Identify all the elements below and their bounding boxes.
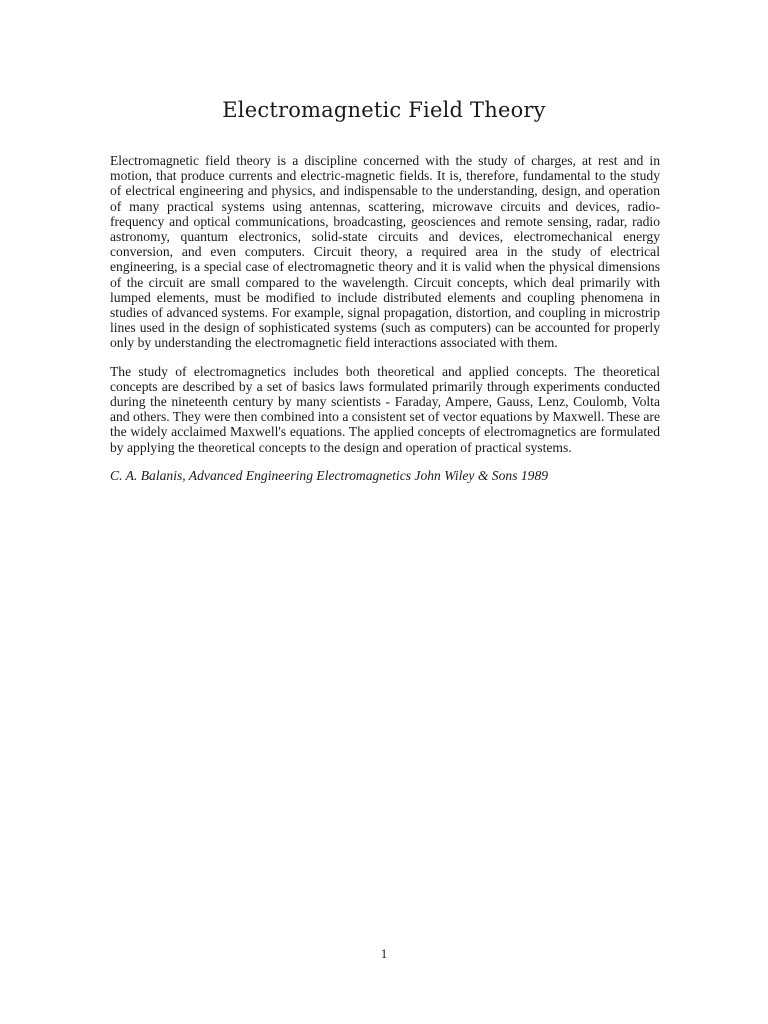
paragraph-concepts: The study of electromagnetics includes both theoretical and applied concepts. The theoretical concepts are described by a set of basics laws formulated primarily through experiments conducted during the nineteenth century by many scientists - Faraday, Ampere, Gauss, Lenz, Coulomb, Volta and others. They were then combined into a consistent set of vector equations by Maxwell. These are the widely acclaimed Maxwell's equations. The applied concepts of electromagnetics are formulated by applying the theoretical concepts to the design and operation of practical systems.: [110, 363, 660, 455]
page-number: 1: [380, 946, 388, 961]
document-title: Electromagnetic Field Theory: [222, 98, 546, 122]
citation: C. A. Balanis, Advanced Engineering Electromagnetics John Wiley & Sons 1989: [110, 467, 549, 483]
document-body: [110, 153, 660, 496]
paragraph-intro: Electromagnetic field theory is a discipline concerned with the study of charges, at rest and in motion, that produce currents and electric-magnetic fields. It is, therefore, fundamental to the study of electrical engineering and physics, and indispensable to the understanding, design, and operation of many practical systems using antennas, scattering, microwave circuits and devices, radio-frequency and optical communications, broadcasting, geosciences and remote sensing, radar, radio astronomy, quantum electronics, solid-state circuits and devices, electromechanical energy conversion, and even computers. Circuit theory, a required area in the study of electrical engineering, is a special case of electromagnetic theory and it is valid when the physical dimensions of the circuit are small compared to the wavelength. Circuit concepts, which deal primarily with lumped elements, must be modified to include distributed elements and coupling phenomena in studies of advanced systems. For example, signal propagation, distortion, and coupling in microstrip lines used in the design of sophisticated systems (such as computers) can be accounted for properly only by understanding the electromagnetic field interactions associated with them.: [110, 153, 660, 351]
